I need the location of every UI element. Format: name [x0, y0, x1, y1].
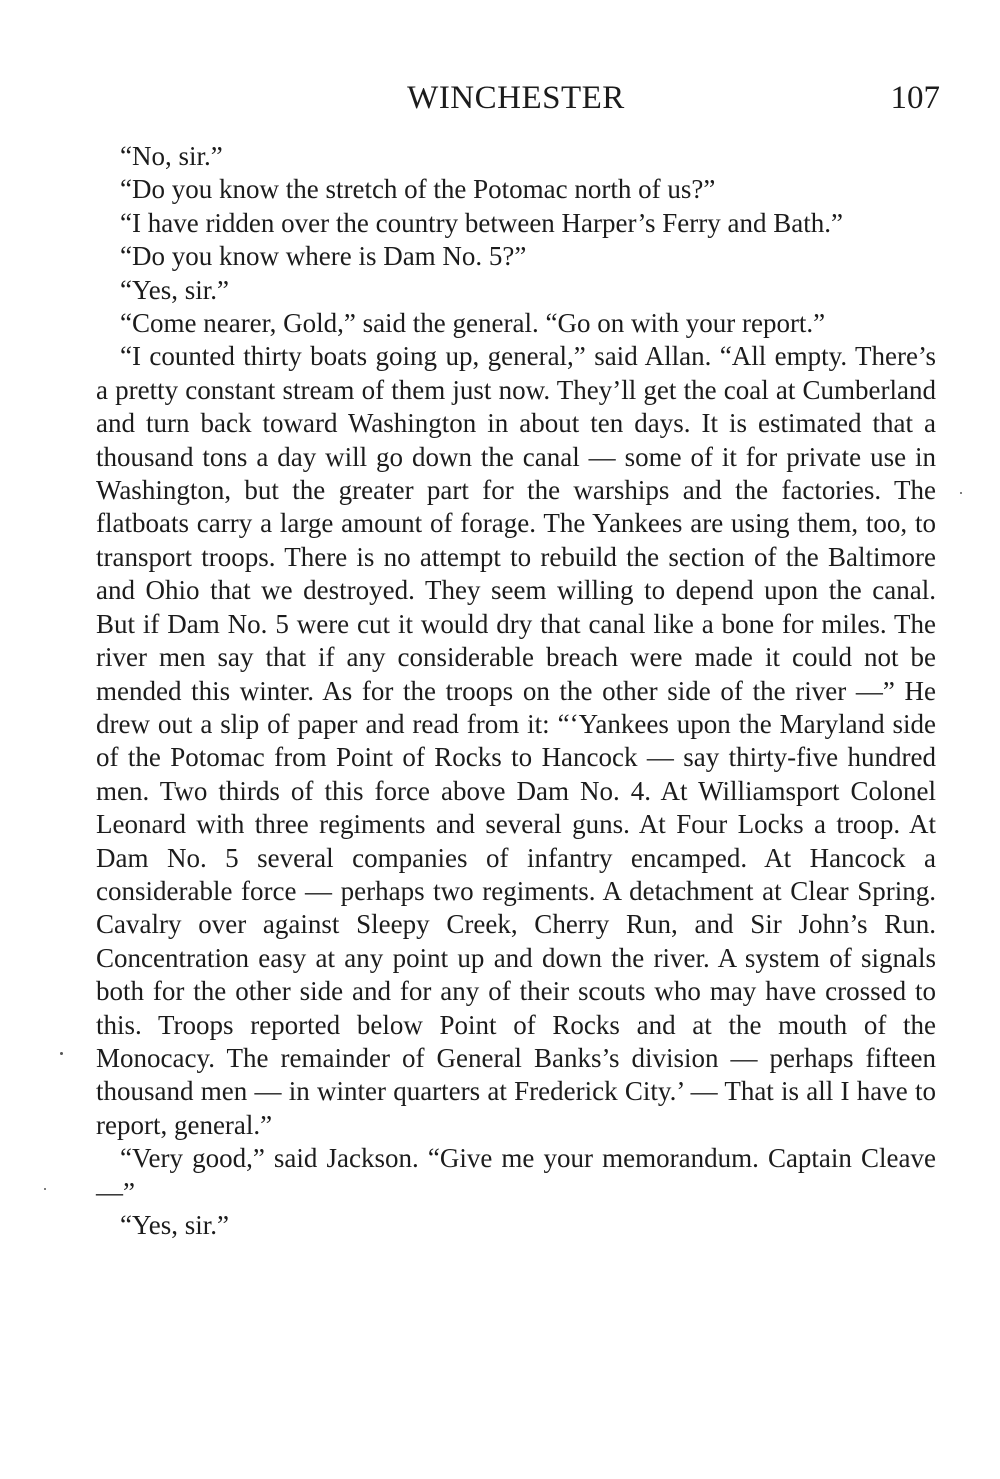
- book-page: [96, 78, 940, 1242]
- paragraph: “I have ridden over the country between Harper’s Ferry and Bath.”: [120, 207, 843, 238]
- paragraph: “Yes, sir.”: [120, 274, 230, 305]
- print-speck: [960, 492, 962, 494]
- paragraph: “Yes, sir.”: [120, 1210, 230, 1240]
- paragraph: “No, sir.”: [120, 141, 223, 171]
- print-speck: [44, 1188, 46, 1190]
- paragraph: “Come nearer, Gold,” said the general. “Go on with your report.”: [120, 308, 826, 339]
- page-number: 107: [890, 80, 940, 116]
- body-text: [96, 140, 936, 1242]
- running-title: WINCHESTER: [407, 80, 625, 116]
- page-header: [96, 78, 940, 118]
- paragraph: “Do you know where is Dam No. 5?”: [120, 241, 527, 272]
- paragraph: “Very good,” said Jackson. “Give me your memorandum. Captain Cleave —”: [96, 1143, 936, 1207]
- paragraph: “I counted thirty boats going up, general,” said Allan. “All empty. There’s a pretty constant stream of them just now. They’ll get the coal at Cumberland and turn back toward Washington in about ten days. It is estimated that a thousand tons a day will go down the canal — some of it for private use in Washington, but the greater part for the warships and the factories. The flatboats carry a large amount of forage. The Yankees are using them, too, to transport troops. There is no attempt to rebuild the section of the Baltimore and Ohio that we destroyed. They seem willing to depend upon the canal. But if Dam No. 5 were cut it would dry that canal like a bone for miles. The river men say that if any considerable breach were made it could not be mended this winter. As for the troops on the other side of the river —” He drew out a slip of paper and read from it: “‘Yankees upon the Maryland side of the Potomac from Point of Rocks to Hancock — say thirty-five hundred men. Two thirds of this force above Dam No. 4. At Williamsport Colonel Leonard with three regiments and several guns. At Four Locks a troop. At Dam No. 5 several companies of infantry encamped. At Hancock a considerable force — perhaps two regiments. A detachment at Clear Spring. Cavalry over against Sleepy Creek, Cherry Run, and Sir John’s Run. Concentration easy at any point up and down the river. A system of signals both for the other side and for any of their scouts who may have crossed to this. Troops reported below Point of Rocks and at the mouth of the Monocacy. The remainder of General Banks’s division — perhaps fifteen thousand men — in winter quarters at Frederick City.’ — That is all I have to report, general.”: [96, 341, 936, 1140]
- paragraph: “Do you know the stretch of the Potomac north of us?”: [120, 174, 716, 205]
- print-speck: [60, 1052, 63, 1055]
